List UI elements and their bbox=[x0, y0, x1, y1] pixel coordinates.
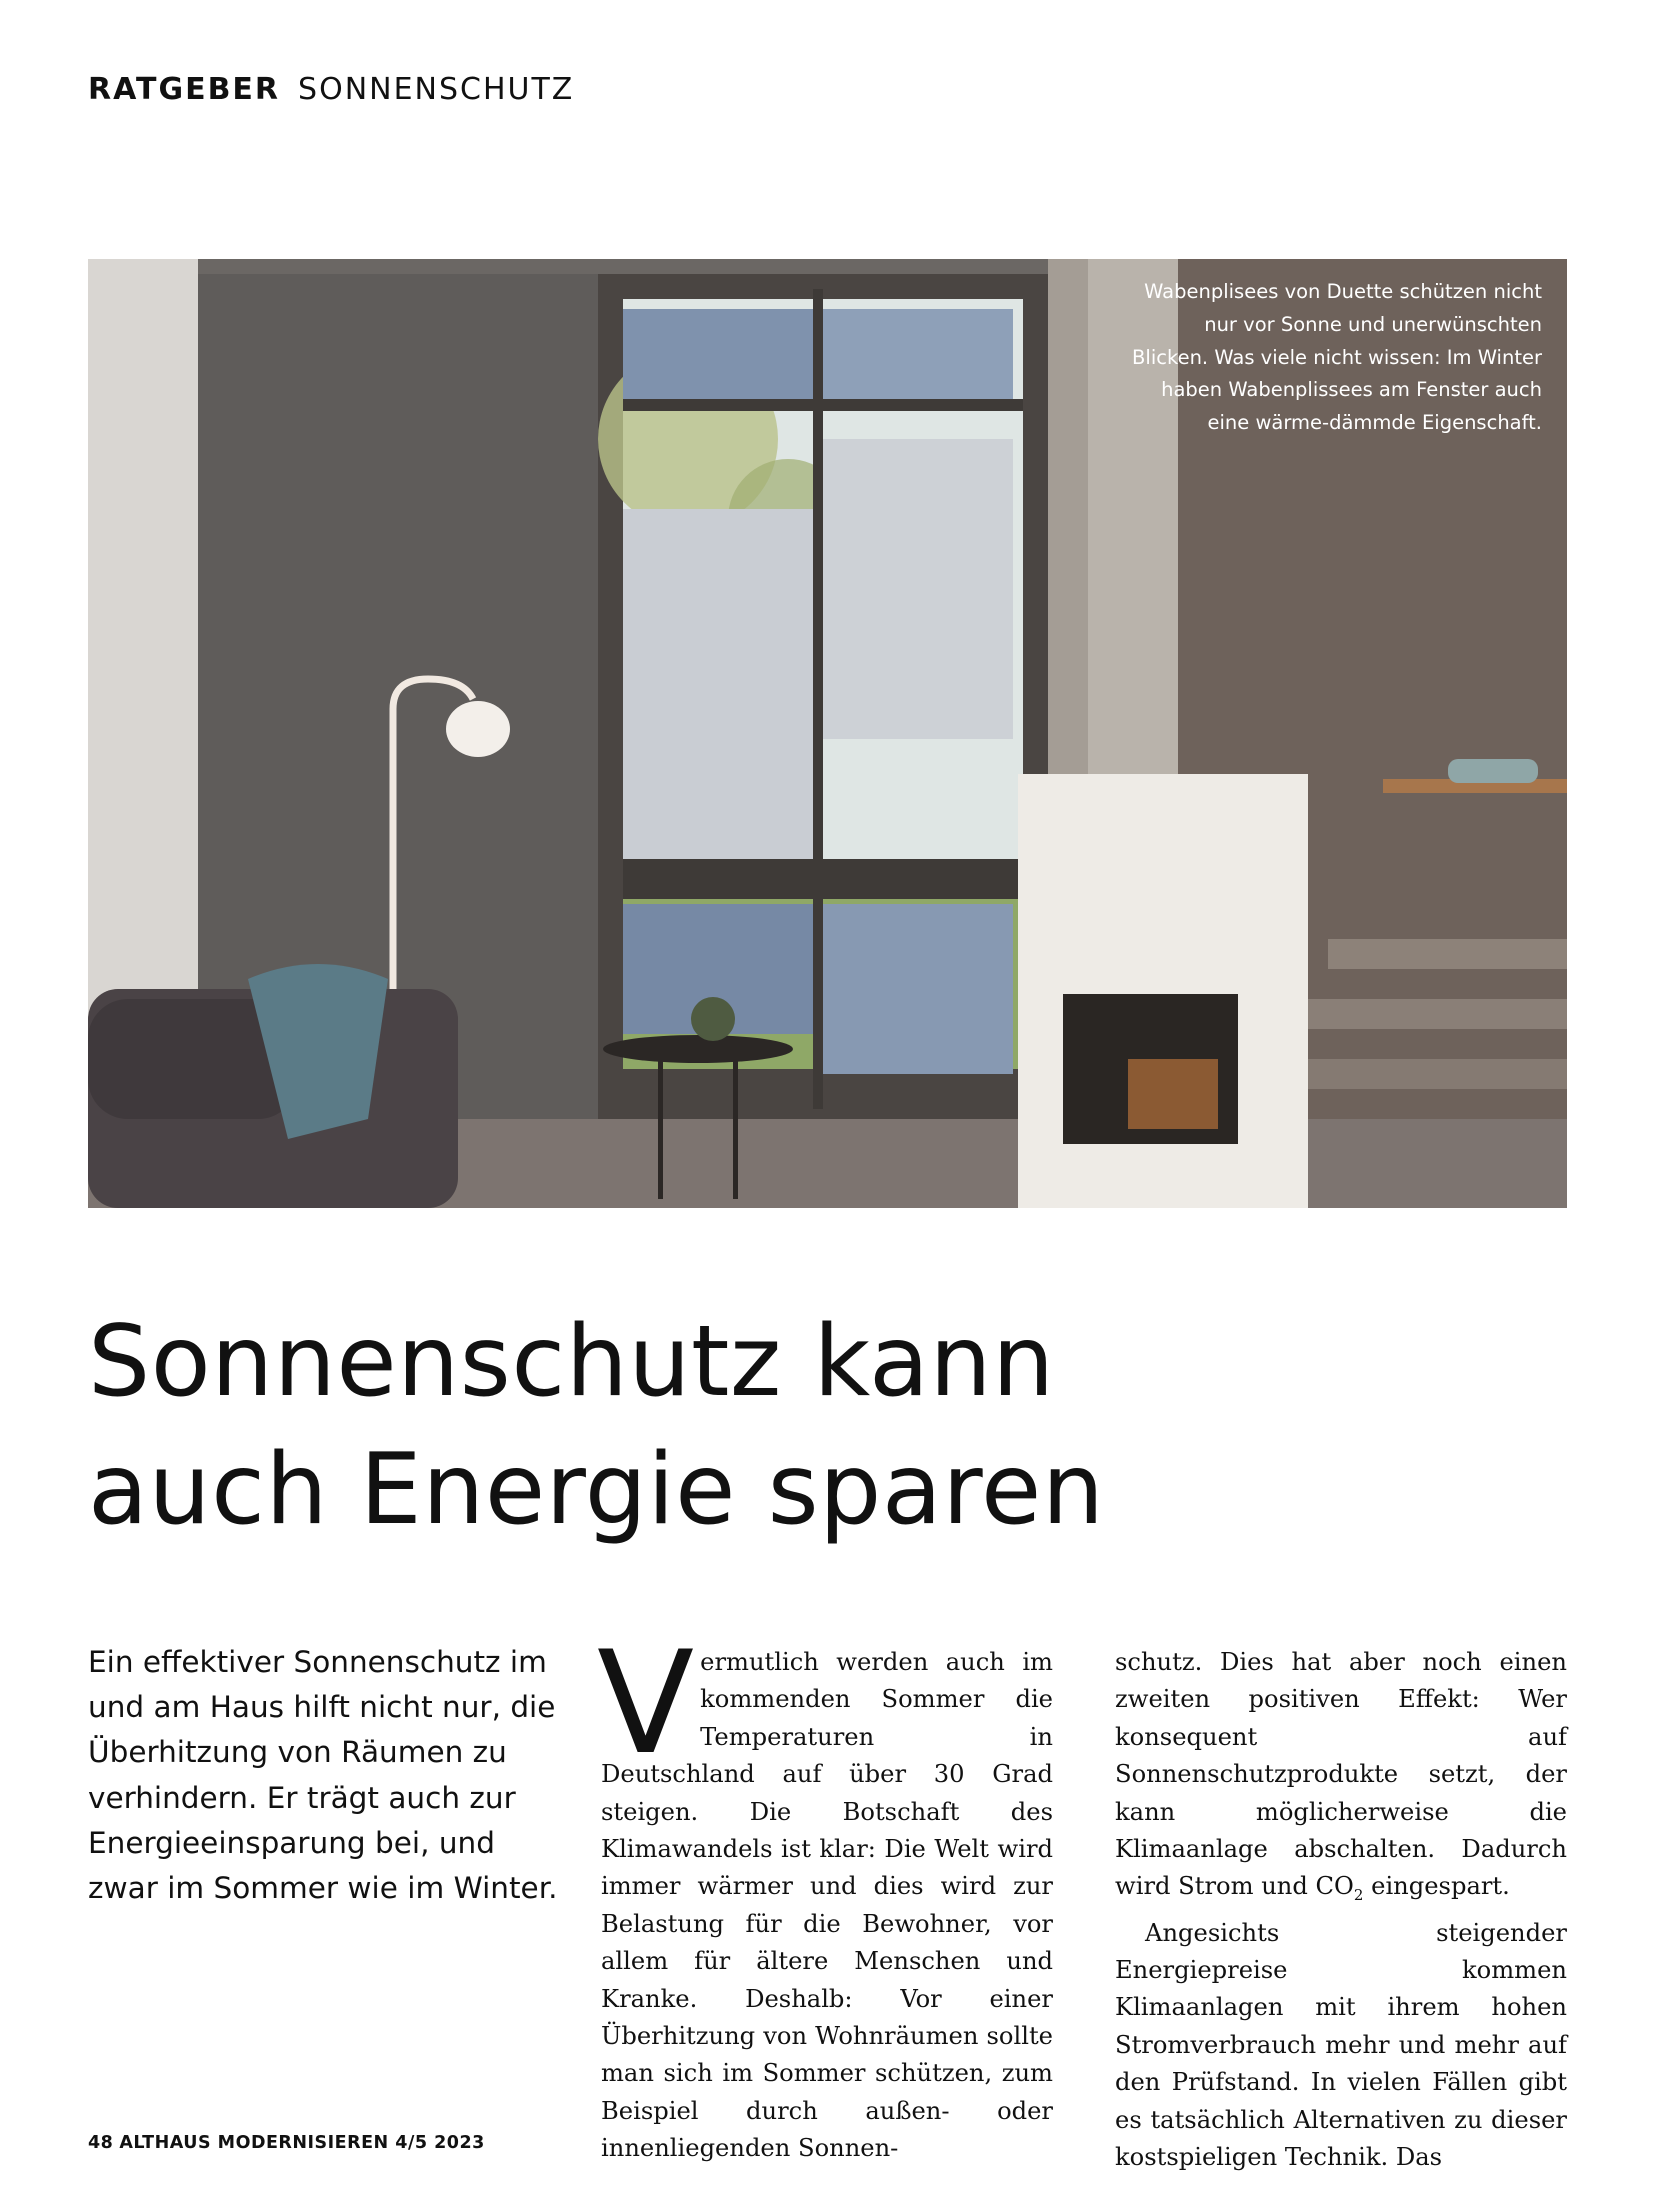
headline-line-2: auch Energie sparen bbox=[88, 1433, 1105, 1547]
body-column-1 bbox=[597, 1621, 1053, 2168]
page-footer bbox=[88, 2133, 485, 2153]
body-text-2b: eingespart. bbox=[1363, 1872, 1510, 1901]
co2-subscript: 2 bbox=[1353, 1886, 1364, 1905]
body-text-1: ermutlich werden auch im kommenden Sommer die Temperaturen in Deutschland auf über 30 Grad steigen. Die Botschaft des Klimawandels ist klar: Die Welt wird immer wärmer und dies wird zur Belastung für die Bewohner, vor allem für ältere Menschen und Kranke. Deshalb: Vor einer Überhitzung von Wohnräumen sollte man sich im Sommer schützen, zum Beispiel durch außen- oder innenliegenden Sonnen- bbox=[601, 1648, 1053, 2163]
headline-line-1: Sonnenschutz kann bbox=[88, 1305, 1055, 1419]
body-text-2a: schutz. Dies hat aber noch einen zweiten positiven Effekt: Wer konsequent auf Sonnenschutzprodukte setzt, der kann möglicherweise die Klimaanlage abschalten. Dadurch wird Strom und CO bbox=[1115, 1648, 1567, 1901]
body-text-2c: Angesichts steigender Energiepreise kommen Klimaanlagen mit ihrem hohen Stromverbrauch mehr und mehr auf den Prüfstand. In vielen Fällen gibt es tatsächlich Alternativen zu dieser kostspieligen Technik. Das bbox=[1115, 1918, 1567, 2172]
body-column-2 bbox=[1115, 1644, 1567, 2177]
article-lead: Ein effektiver Sonnenschutz im und am Haus hilft nicht nur, die Überhitzung von Räumen zu verhindern. Er trägt auch zur Energieeinsparung bei, und zwar im Sommer wie im Winter. bbox=[88, 1645, 558, 1906]
photo-caption: Wabenplisees von Duette schützen nicht nur vor Sonne und unerwünschten Blicken. Was viele nicht wissen: Im Winter haben Wabenplissees am Fenster auch eine wärme-dämmde Eigenschaft. bbox=[1132, 280, 1542, 435]
page-number: 48 bbox=[88, 2133, 114, 2153]
magazine-name: ALTHAUS MODERNISIEREN 4/5 2023 bbox=[119, 2133, 485, 2153]
hero-photo bbox=[88, 259, 1567, 1208]
topic-label: SONNENSCHUTZ bbox=[298, 72, 575, 107]
article-headline bbox=[88, 1298, 1488, 1554]
drop-cap: V bbox=[597, 1621, 695, 1786]
section-kicker bbox=[88, 72, 574, 107]
section-label: RATGEBER bbox=[88, 72, 281, 107]
